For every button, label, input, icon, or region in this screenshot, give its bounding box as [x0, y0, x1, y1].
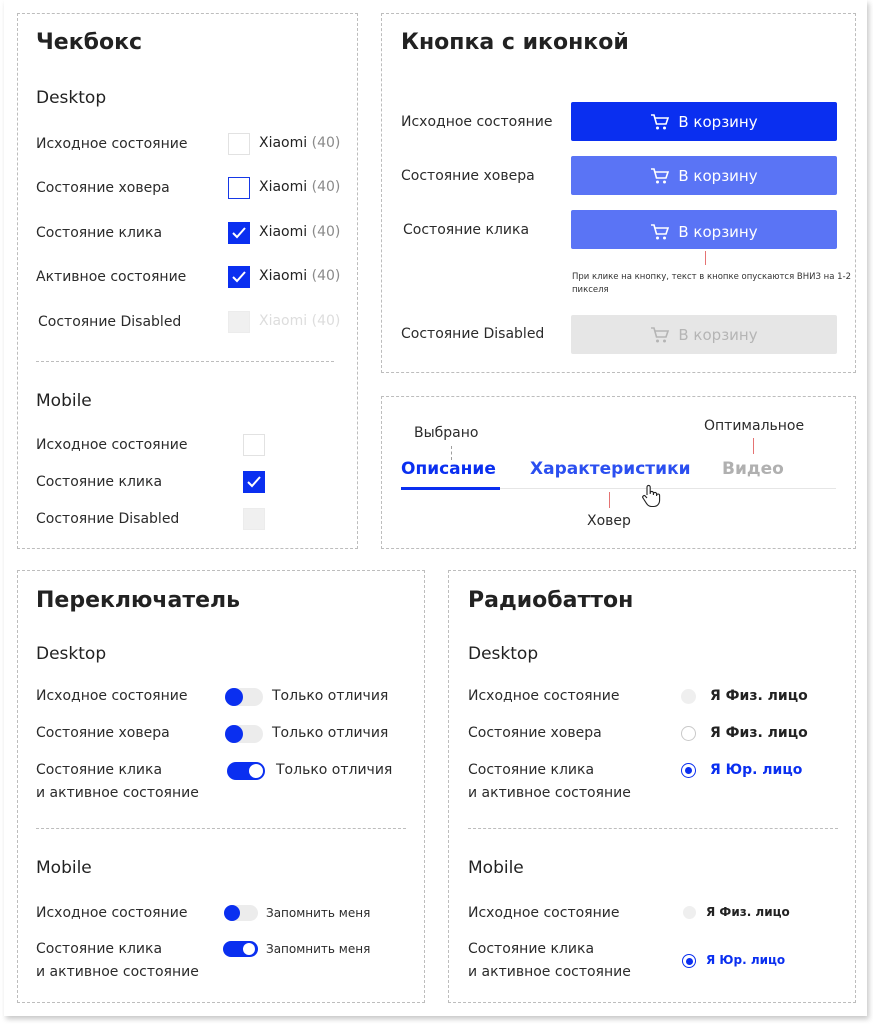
annotation-line: [705, 251, 706, 265]
radio-mobile-heading: Mobile: [468, 858, 524, 878]
divider: [468, 828, 838, 829]
radio-row-label: Исходное состояние: [468, 688, 620, 704]
button-label: В корзину: [678, 166, 758, 185]
toggle-text: Только отличия: [272, 688, 389, 704]
checkbox-mobile-disabled: [243, 508, 265, 530]
annotation-line: [609, 492, 610, 508]
checkbox-active[interactable]: [228, 266, 250, 288]
radio-row-label: Состояние ховера: [468, 725, 602, 741]
button-label: В корзину: [678, 222, 758, 241]
checkbox-title: Чекбокс: [36, 30, 143, 55]
switch-title: Переключатель: [36, 588, 241, 613]
radio-text: Я Физ. лицо: [710, 725, 808, 741]
checkbox-checked[interactable]: [228, 222, 250, 244]
icon-button-title: Кнопка с иконкой: [401, 30, 629, 55]
click-note: При клике на кнопку, текст в кнопке опускаются ВНИЗ на 1-2 пикселя: [572, 272, 852, 295]
cart-icon: [650, 113, 670, 131]
radio-text: Я Юр. лицо: [710, 762, 803, 778]
toggle-text: Только отличия: [272, 725, 389, 741]
radio-text: Я Юр. лицо: [706, 953, 786, 967]
checkbox-brand-label: Xiaomi (40): [259, 135, 341, 151]
tab-active-indicator: [401, 487, 500, 490]
button-row-label: Состояние Disabled: [401, 326, 545, 342]
checkbox-desktop-heading: Desktop: [36, 88, 107, 108]
toggle-text: Запомнить меня: [266, 942, 371, 956]
tab-characteristics[interactable]: Характеристики: [530, 459, 691, 479]
switch-row-label: Исходное состояние: [36, 688, 188, 704]
radio-mobile-default[interactable]: [683, 906, 696, 919]
checkbox-disabled: [228, 311, 250, 333]
checkbox-row-label: Состояние клика: [36, 474, 163, 490]
tab-description[interactable]: Описание: [401, 459, 496, 479]
add-to-cart-button[interactable]: [571, 102, 837, 141]
checkbox-brand-label: Xiaomi (40): [259, 268, 341, 284]
annotation-line: [451, 446, 452, 460]
radio-active[interactable]: [681, 763, 696, 778]
toggle-mobile-default[interactable]: [224, 905, 258, 921]
add-to-cart-button-hover[interactable]: [571, 156, 837, 195]
radio-default[interactable]: [681, 689, 696, 704]
button-label: В корзину: [678, 325, 758, 344]
radio-hover[interactable]: [681, 726, 696, 741]
checkbox-mobile-heading: Mobile: [36, 391, 92, 411]
check-icon: [232, 271, 246, 283]
toggle-hover[interactable]: [225, 725, 263, 743]
tab-video[interactable]: Видео: [722, 459, 784, 479]
radio-row-label: Состояние клика: [468, 762, 595, 778]
toggle-text: Запомнить меня: [266, 906, 371, 920]
check-icon: [232, 227, 246, 239]
radio-row-label: Исходное состояние: [468, 905, 620, 921]
radio-text: Я Физ. лицо: [706, 905, 790, 919]
radio-row-label: и активное состояние: [468, 964, 631, 980]
button-label: В корзину: [678, 112, 758, 131]
button-row-label: Состояние клика: [403, 222, 530, 238]
checkbox-brand-label: Xiaomi (40): [259, 313, 341, 329]
checkbox-default[interactable]: [228, 133, 250, 155]
radio-mobile-active[interactable]: [682, 954, 696, 968]
checkbox-row-label: Состояние клика: [36, 225, 163, 241]
cart-icon: [650, 167, 670, 185]
switch-mobile-heading: Mobile: [36, 858, 92, 878]
divider: [36, 828, 406, 829]
divider: [36, 361, 334, 362]
hand-pointer-icon: [641, 484, 661, 508]
annotation-hover: Ховер: [587, 513, 631, 529]
check-icon: [247, 476, 261, 488]
radio-text: Я Физ. лицо: [710, 688, 808, 704]
annotation-optimal: Оптимальное: [704, 418, 805, 434]
checkbox-mobile-default[interactable]: [243, 434, 265, 456]
radio-row-label: и активное состояние: [468, 785, 631, 801]
switch-row-label: Исходное состояние: [36, 905, 188, 921]
checkbox-mobile-checked[interactable]: [243, 471, 265, 493]
annotation-line: [753, 438, 754, 454]
switch-row-label: и активное состояние: [36, 964, 199, 980]
radio-row-label: Состояние клика: [468, 941, 595, 957]
checkbox-row-label: Состояние Disabled: [36, 511, 180, 527]
button-row-label: Исходное состояние: [401, 114, 553, 130]
checkbox-row-label: Исходное состояние: [36, 136, 188, 152]
checkbox-row-label: Состояние ховера: [36, 180, 170, 196]
radio-desktop-heading: Desktop: [468, 644, 539, 664]
toggle-active[interactable]: [227, 762, 265, 780]
cart-icon: [650, 223, 670, 241]
add-to-cart-button-disabled: [571, 315, 837, 354]
toggle-text: Только отличия: [276, 762, 393, 778]
switch-row-label: и активное состояние: [36, 785, 199, 801]
checkbox-row-label: Активное состояние: [36, 269, 187, 285]
checkbox-brand-label: Xiaomi (40): [259, 179, 341, 195]
switch-row-label: Состояние ховера: [36, 725, 170, 741]
add-to-cart-button-click[interactable]: [571, 210, 837, 249]
checkbox-brand-label: Xiaomi (40): [259, 224, 341, 240]
annotation-selected: Выбрано: [414, 425, 479, 441]
checkbox-row-label: Состояние Disabled: [38, 314, 182, 330]
switch-row-label: Состояние клика: [36, 762, 163, 778]
button-row-label: Состояние ховера: [401, 168, 535, 184]
cart-icon: [650, 326, 670, 344]
switch-row-label: Состояние клика: [36, 941, 163, 957]
checkbox-row-label: Исходное состояние: [36, 437, 188, 453]
switch-desktop-heading: Desktop: [36, 644, 107, 664]
radio-title: Радиобаттон: [468, 588, 634, 613]
toggle-mobile-active[interactable]: [223, 941, 258, 957]
checkbox-hover[interactable]: [228, 177, 250, 199]
toggle-default[interactable]: [225, 688, 263, 706]
